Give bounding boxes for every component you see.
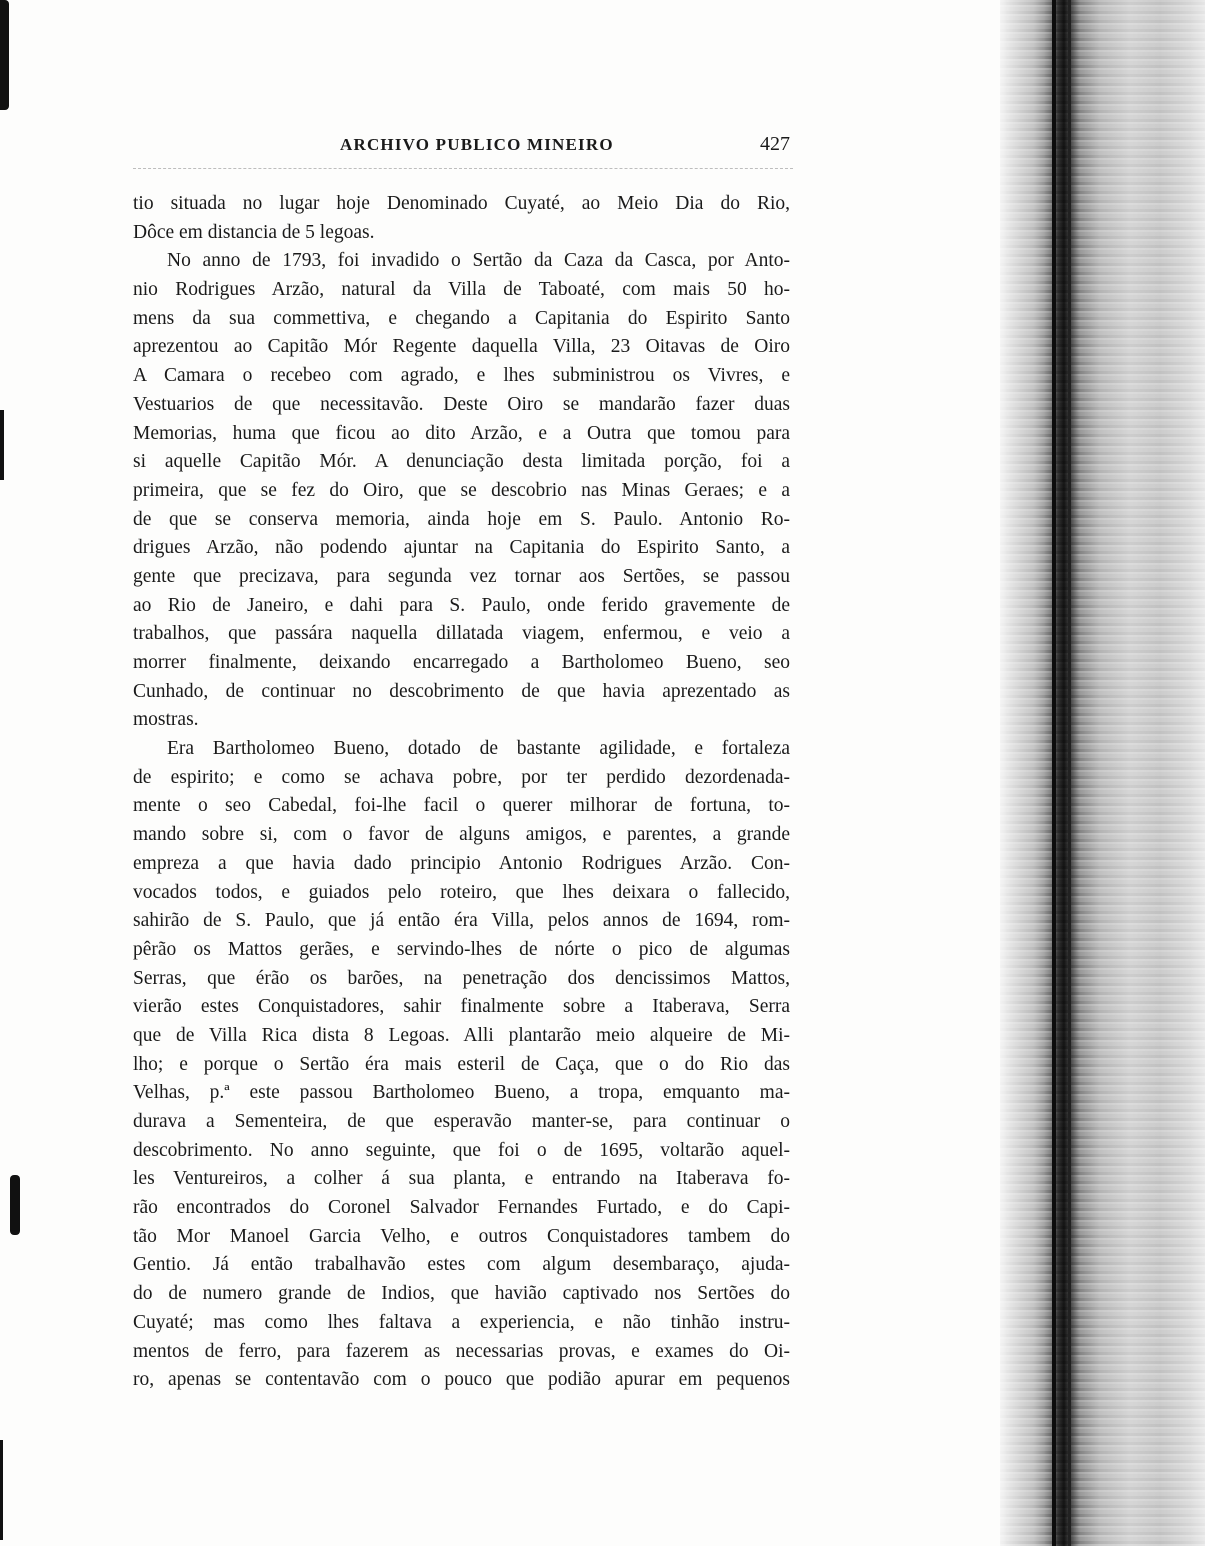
page-header [340,135,790,161]
text-line: primeira, que se fez do Oiro, que se descobrio nas Minas Geraes; e a [133,479,790,501]
text-line: vocados todos, e guiados pelo roteiro, que lhes deixara o fallecido, [133,881,790,903]
text-line: Gentio. Já então trabalhavão estes com algum desembaraço, ajuda- [133,1254,790,1276]
text-line: do de numero grande de Indios, que havião captivado nos Sertões do [133,1283,790,1305]
scan-artifact-mark [10,1175,20,1235]
text-line: Vestuarios de que necessitavão. Deste Oiro se mandarão fazer duas [133,393,790,415]
binding-line [1052,0,1056,1546]
text-line: mente o seo Cabedal, foi-lhe facil o querer milhorar de fortuna, to- [133,795,790,817]
text-line: vierão estes Conquistadores, sahir finalmente sobre a Itaberava, Serra [133,996,790,1018]
text-line: Cuyaté; mas como lhes faltava a experiencia, e não tinhão instru- [133,1311,790,1333]
text-line: lho; e porque o Sertão éra mais esteril de Caça, que o do Rio das [133,1053,790,1075]
text-line: rão encontrados do Coronel Salvador Fernandes Furtado, e do Capi- [133,1197,790,1219]
text-line: morrer finalmente, deixando encarregado a Bartholomeo Bueno, seo [133,652,790,673]
text-line: tio situada no lugar hoje Denominado Cuyaté, ao Meio Dia do Rio, [133,193,790,214]
scan-artifact-mark [0,0,9,110]
text-line: trabalhos, que passára naquella dillatada viagem, enfermou, e veio a [133,623,790,645]
text-line: nio Rodrigues Arzão, natural da Villa de Taboaté, com mais 50 ho- [133,279,790,301]
text-line: A Camara o recebeo com agrado, e lhes subministrou os Vivres, e [133,365,790,387]
paragraph-first-line: Era Bartholomeo Bueno, dotado de bastante agilidade, e fortaleza [167,738,790,760]
text-line: de espirito; e como se achava pobre, por ter perdido dezordenada- [133,766,790,788]
binding-line [1068,0,1071,1546]
text-line: si aquelle Capitão Mór. A denunciação desta limitada porção, foi a [133,451,790,473]
text-line: Dôce em distancia de 5 legoas. [133,221,375,243]
text-line: Serras, que érão os barões, na penetração dos dencissimos Mattos, [133,967,790,989]
text-line: aprezentou ao Capitão Mór Regente daquella Villa, 23 Oitavas de Oiro [133,336,790,358]
body-text [133,190,790,1395]
text-line: pêrão os Mattos gerães, e servindo-lhes de nórte o pico de algumas [133,938,790,960]
text-line: mens da sua commettiva, e chegando a Capitania do Espirito Santo [133,307,790,329]
text-line: mostras. [133,709,199,731]
text-line: mando sobre si, com o favor de alguns amigos, e parentes, a grande [133,824,790,846]
text-line: tão Mor Manoel Garcia Velho, e outros Conquistadores tambem do [133,1225,790,1247]
text-line: Memorias, huma que ficou ao dito Arzão, e a Outra que tomou para [133,422,790,444]
text-line: de que se conserva memoria, ainda hoje em S. Paulo. Antonio Ro- [133,508,790,530]
page-number: 427 [760,133,790,155]
scan-artifact-mark [0,1440,3,1540]
text-line: les Ventureiros, a colher á sua planta, e entrando na Itaberava fo- [133,1168,790,1190]
text-line: durava a Sementeira, de que esperavão manter-se, para continuar o [133,1111,790,1132]
text-line: empreza a que havia dado principio Antonio Rodrigues Arzão. Con- [133,852,790,874]
running-head: ARCHIVO PUBLICO MINEIRO [340,135,614,154]
text-line: gente que precizava, para segunda vez tornar aos Sertões, se passou [133,565,790,587]
text-line: ro, apenas se contentavão com o pouco que podião apurar em pequenos [133,1369,790,1391]
text-line: Velhas, p.ª este passou Bartholomeo Bueno, a tropa, emquanto ma- [133,1082,790,1104]
text-line: Cunhado, de continuar no descobrimento de que havia aprezentado as [133,680,790,702]
scan-artifact-mark [0,410,4,480]
header-rule [133,168,793,169]
text-line: drigues Arzão, não podendo ajuntar na Capitania do Espirito Santo, a [133,537,790,559]
text-line: descobrimento. No anno seguinte, que foi o de 1695, voltarão aquel- [133,1139,790,1161]
text-line: sahirão de S. Paulo, que já então éra Villa, pelos annos de 1694, rom- [133,910,790,932]
text-line: que de Villa Rica dista 8 Legoas. Alli plantarão meio alqueire de Mi- [133,1024,790,1046]
text-line: mentos de ferro, para fazerem as necessarias provas, e exames do Oi- [133,1340,790,1362]
page-binding-edge [1000,0,1205,1546]
text-line: ao Rio de Janeiro, e dahi para S. Paulo, onde ferido gravemente de [133,594,790,616]
paragraph-first-line: No anno de 1793, foi invadido o Sertão da Caza da Casca, por Anto- [167,250,790,272]
